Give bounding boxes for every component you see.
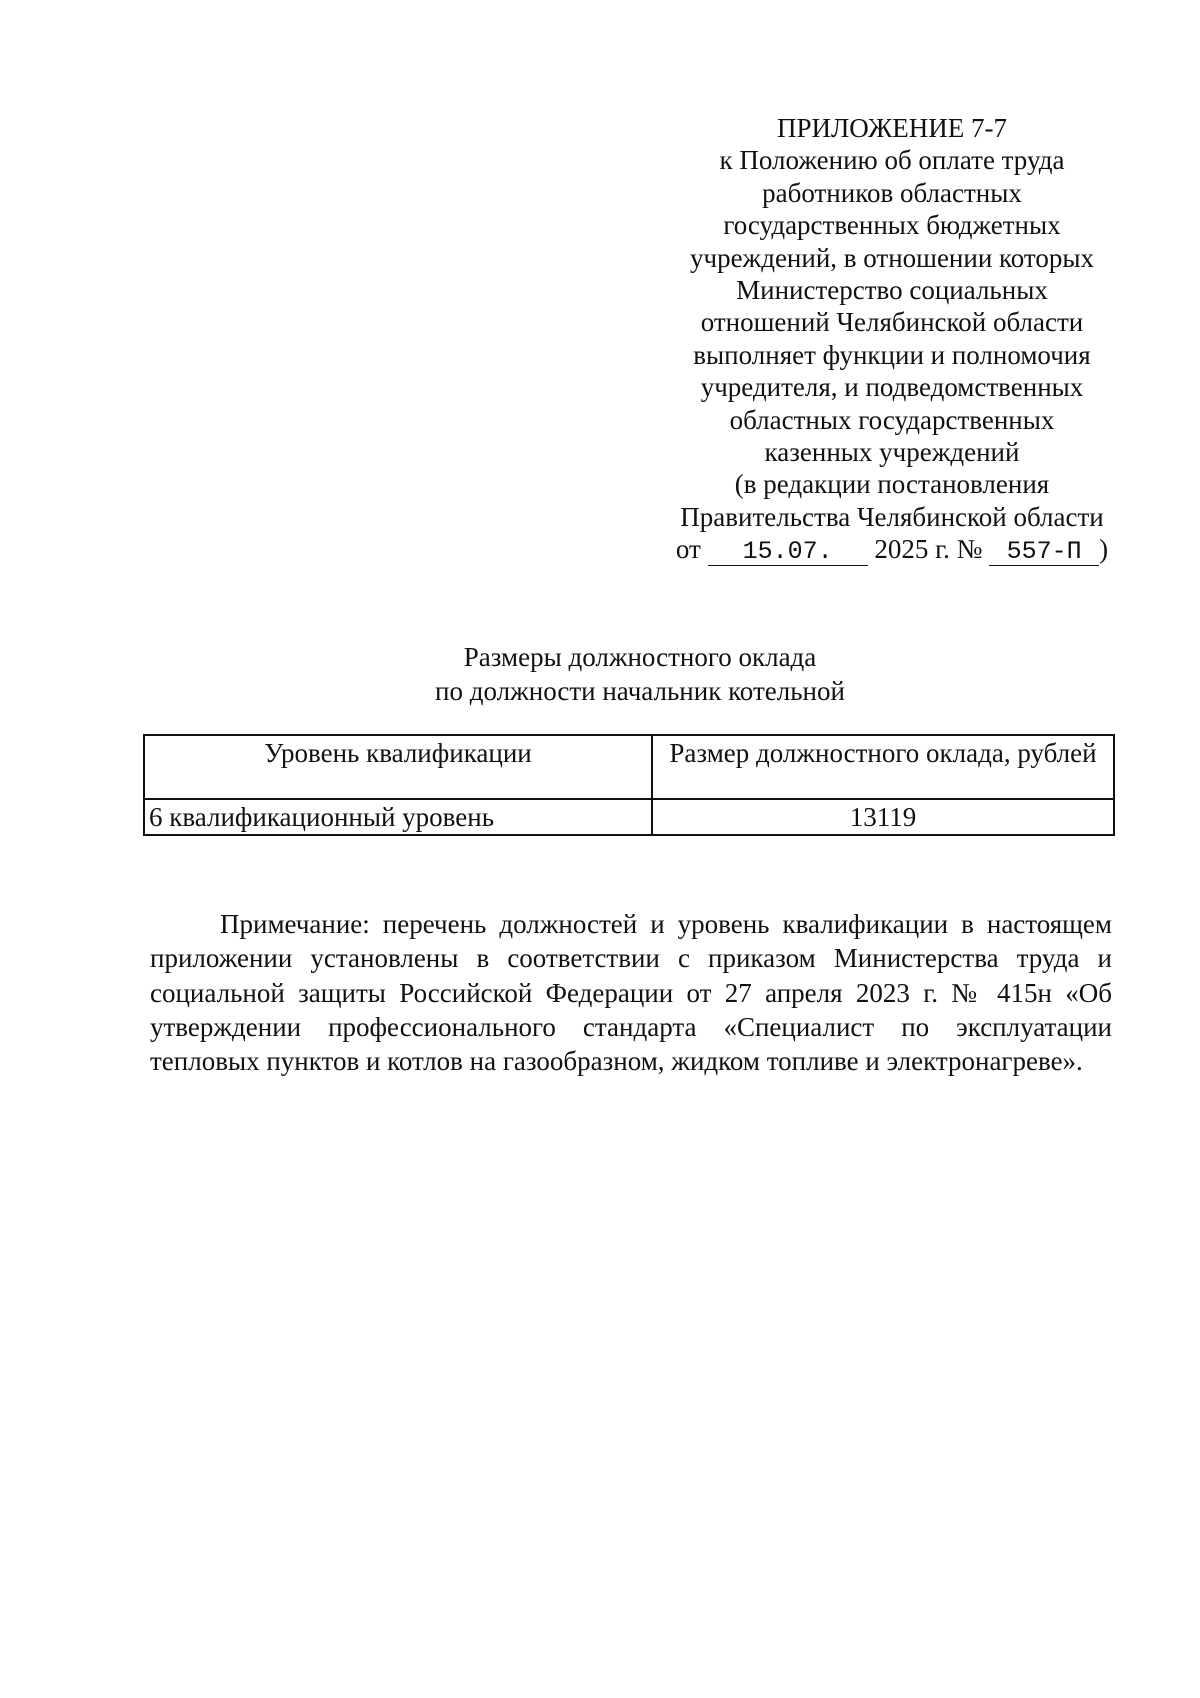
header-salary-amount: Размер должностного оклада, рублей — [652, 735, 1114, 799]
document-title-line1: Размеры должностного оклада — [463, 642, 817, 672]
table-row — [144, 799, 1114, 835]
resolution-date-line — [662, 533, 1122, 566]
appendix-title: ПРИЛОЖЕНИЕ 7-7 — [776, 113, 1008, 143]
date-prefix: от — [675, 534, 701, 565]
closing-paren: ) — [1099, 534, 1109, 565]
resolution-number-field: 557-П — [989, 539, 1099, 566]
document-title — [300, 640, 980, 708]
document-title-line2: по должности начальник котельной — [435, 676, 845, 706]
appendix-reference-block — [662, 112, 1122, 566]
appendix-line: Министерство социальных — [736, 275, 1048, 306]
appendix-line: областных государственных — [729, 404, 1055, 435]
appendix-line: к Положению об оплате труда — [719, 145, 1065, 176]
appendix-line: Правительства Челябинской области — [680, 501, 1104, 532]
appendix-line: учредителя, и подведомственных — [700, 372, 1084, 403]
appendix-line: работников областных — [762, 177, 1022, 208]
resolution-date-field: 15.07. — [708, 539, 868, 566]
appendix-line: казенных учреждений — [764, 437, 1020, 468]
cell-salary-amount: 13119 — [652, 799, 1114, 835]
appendix-line: выполняет функции и полномочия — [693, 339, 1091, 370]
table-header-row — [144, 735, 1114, 799]
header-qualification-level: Уровень квалификации — [144, 735, 652, 799]
note-paragraph: Примечание: перечень должностей и уровень квалификации в настоящем приложении установлены в соответствии с приказом Министерства труда и социальной защиты Российской Федерации от 27 апреля 2023 г. № 415н «Об утверждении профессионального стандарта «Специалист по эксплуатации тепловых пунктов и котлов на газообразном, жидком топливе и электронагреве». — [150, 909, 1112, 1077]
appendix-line: государственных бюджетных — [723, 210, 1061, 241]
salary-table — [143, 734, 1115, 836]
appendix-line: отношений Челябинской области — [700, 307, 1084, 338]
resolution-year-text: 2025 г. № — [874, 534, 983, 565]
cell-qualification-level: 6 квалификационный уровень — [144, 799, 652, 835]
appendix-line: (в редакции постановления — [734, 469, 1050, 500]
appendix-line: учреждений, в отношении которых — [689, 242, 1095, 273]
